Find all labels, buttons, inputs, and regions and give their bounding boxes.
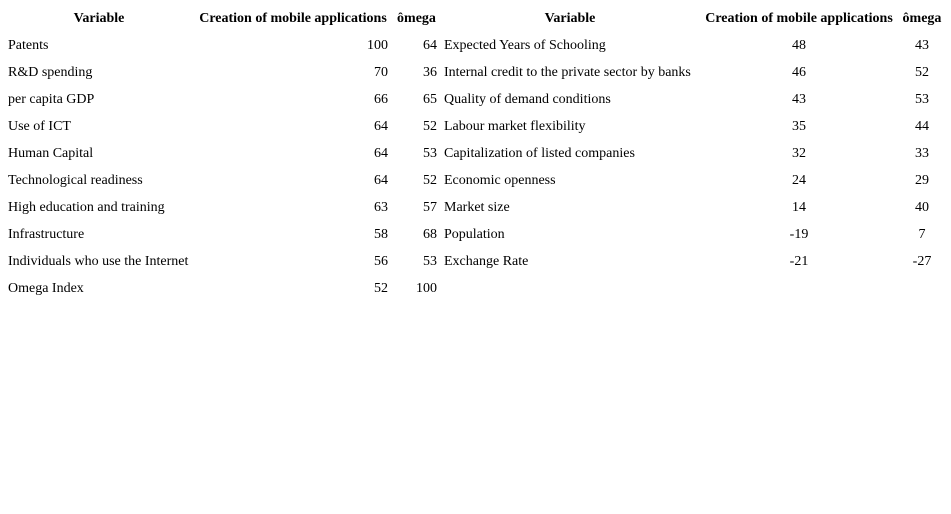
omega-value-cell: 40 [915,200,929,215]
creation-value-cell: 64 [374,173,388,188]
table-row [440,32,946,59]
variable-cell: R&D spending [8,65,93,80]
header-row [4,5,441,32]
creation-value-cell: 64 [374,146,388,161]
creation-value-cell: 48 [792,38,806,53]
table-row [440,86,946,113]
variable-cell: Quality of demand conditions [444,92,611,107]
variable-cell: Patents [8,38,49,53]
table-row [4,59,441,86]
table-row [4,86,441,113]
header-variable: Variable [73,11,125,26]
table-row [4,167,441,194]
variable-cell: Exchange Rate [444,254,529,269]
table-row [440,194,946,221]
variable-cell: Technological readiness [8,173,143,188]
variable-cell: per capita GDP [8,92,95,107]
omega-value-cell: 100 [416,281,437,296]
table-row [440,221,946,248]
variable-cell: Expected Years of Schooling [444,38,606,53]
omega-value-cell: 52 [915,65,929,80]
omega-value-cell: 52 [423,119,437,134]
variable-cell: Individuals who use the Internet [8,254,189,269]
creation-value-cell: 66 [374,92,388,107]
omega-value-cell: 52 [423,173,437,188]
creation-value-cell: -19 [789,227,809,242]
omega-value-cell: 57 [423,200,437,215]
header-creation: Creation of mobile applications [199,11,387,26]
omega-value-cell: 33 [915,146,929,161]
omega-value-cell: 65 [423,92,437,107]
table-row [440,59,946,86]
header-creation: Creation of mobile applications [705,11,893,26]
creation-value-cell: 64 [374,119,388,134]
table-row [4,248,441,275]
table-row [4,275,441,302]
variable-cell: Use of ICT [8,119,71,134]
omega-value-cell: 53 [423,146,437,161]
table-row [440,248,946,275]
variable-cell: Infrastructure [8,227,85,242]
creation-value-cell: 100 [367,38,388,53]
table-row [440,167,946,194]
omega-value-cell: 36 [423,65,437,80]
variable-cell: Labour market flexibility [444,119,586,134]
creation-value-cell: -21 [789,254,809,269]
omega-value-cell: -27 [912,254,932,269]
variable-cell: Human Capital [8,146,94,161]
omega-value-cell: 53 [915,92,929,107]
table-row [4,194,441,221]
header-variable: Variable [544,11,596,26]
omega-value-cell: 29 [915,173,929,188]
header-omega: ômega [902,11,942,26]
creation-value-cell: 43 [792,92,806,107]
omega-value-cell: 68 [423,227,437,242]
header-omega: ômega [397,11,436,26]
variable-cell: Omega Index [8,281,84,296]
creation-value-cell: 46 [792,65,806,80]
creation-value-cell: 32 [792,146,806,161]
variable-cell: Population [444,227,505,242]
creation-value-cell: 63 [374,200,388,215]
creation-value-cell: 24 [792,173,806,188]
creation-value-cell: 52 [374,281,388,296]
table-row [4,140,441,167]
correlation-table-right [440,5,946,275]
creation-value-cell: 58 [374,227,388,242]
table-row [4,32,441,59]
variable-cell: Internal credit to the private sector by banks [444,65,691,80]
table-row [440,113,946,140]
omega-value-cell: 7 [918,227,926,242]
omega-value-cell: 64 [423,38,437,53]
creation-value-cell: 35 [792,119,806,134]
creation-value-cell: 14 [792,200,806,215]
creation-value-cell: 70 [374,65,388,80]
header-row [440,5,946,32]
variable-cell: Market size [444,200,510,215]
omega-value-cell: 44 [915,119,929,134]
table-row [4,113,441,140]
correlation-table-left [4,5,441,302]
variable-cell: Economic openness [444,173,556,188]
variable-cell: High education and training [8,200,165,215]
variable-cell: Capitalization of listed companies [444,146,635,161]
creation-value-cell: 56 [374,254,388,269]
omega-value-cell: 53 [423,254,437,269]
table-row [440,140,946,167]
omega-value-cell: 43 [915,38,929,53]
table-row [4,221,441,248]
